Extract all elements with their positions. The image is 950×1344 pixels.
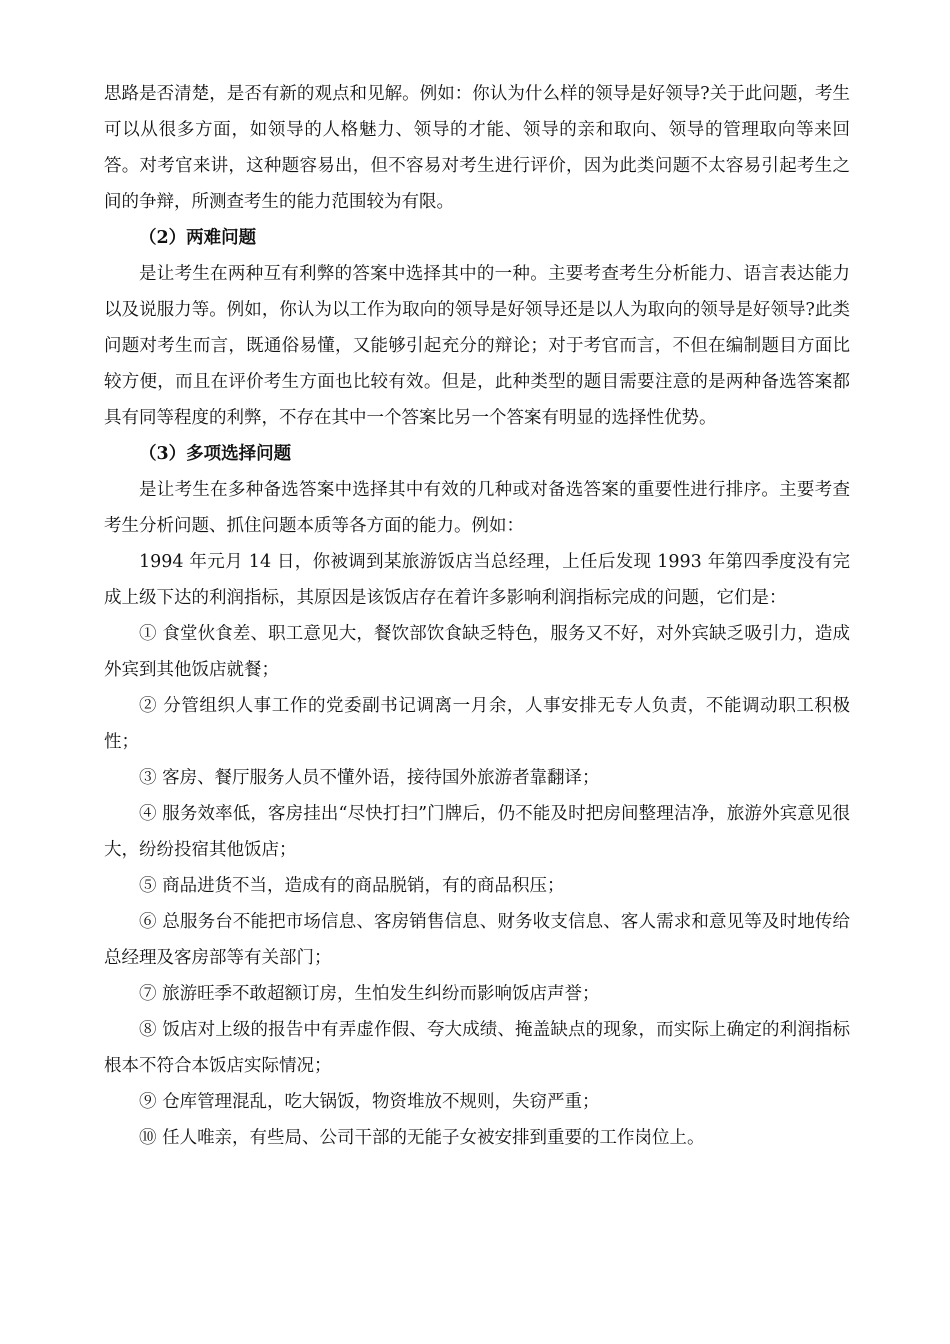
- multiple-choice-paragraph: 是让考生在多种备选答案中选择其中有效的几种或对备选答案的重要性进行排序。主要考查考生分析问题、抓住问题本质等各方面的能力。例如：: [104, 480, 850, 536]
- dilemma-paragraph: 是让考生在两种互有利弊的答案中选择其中的一种。主要考查考生分析能力、语言表达能力以及说服力等。例如，你认为以工作为取向的领导是好领导还是以人为取向的领导是好领导?此类问题对考生而言，既通俗易懂，又能够引起充分的辩论；对于考官而言，不但在编制题目方面比较方便，而且在评价考生方面也比较有效。但是，此种类型的题目需要注意的是两种备选答案都具有同等程度的利弊，不存在其中一个答案比另一个答案有明显的选择性优势。: [104, 264, 850, 428]
- list-item: ④ 服务效率低，客房挂出“尽快打扫”门牌后，仍不能及时把房间整理洁净，旅游外宾意见很大，纷纷投宿其他饭店；: [104, 804, 850, 860]
- list-item: ⑧ 饭店对上级的报告中有弄虚作假、夸大成绩、掩盖缺点的现象，而实际上确定的利润指标根本不符合本饭店实际情况；: [104, 1020, 850, 1076]
- list-item: ⑥ 总服务台不能把市场信息、客房销售信息、财务收支信息、客人需求和意见等及时地传给总经理及客房部等有关部门；: [104, 912, 850, 968]
- case-paragraph: 1994 年元月 14 日，你被调到某旅游饭店当总经理，上任后发现 1993 年第四季度没有完成上级下达的利润指标，其原因是该饭店存在着许多影响利润指标完成的问题，它们是：: [104, 552, 850, 608]
- list-item: ⑩ 任人唯亲，有些局、公司干部的无能子女被安排到重要的工作岗位上。: [139, 1128, 705, 1148]
- section-heading-multiple-choice: （3）多项选择问题: [139, 444, 292, 464]
- section-heading-dilemma: （2）两难问题: [139, 228, 257, 248]
- list-item: ⑨ 仓库管理混乱，吃大锅饭，物资堆放不规则，失窃严重；: [139, 1092, 600, 1112]
- list-item: ⑦ 旅游旺季不敢超额订房，生怕发生纠纷而影响饭店声誉；: [139, 984, 600, 1004]
- intro-paragraph: 思路是否清楚，是否有新的观点和见解。例如：你认为什么样的领导是好领导?关于此问题，考生可以从很多方面，如领导的人格魅力、领导的才能、领导的亲和取向、领导的管理取向等来回答。对考官来讲，这种题容易出，但不容易对考生进行评价，因为此类问题不太容易引起考生之间的争辩，所测查考生的能力范围较为有限。: [104, 84, 850, 212]
- list-item: ① 食堂伙食差、职工意见大，餐饮部饮食缺乏特色，服务又不好，对外宾缺乏吸引力，造成外宾到其他饭店就餐；: [104, 624, 850, 680]
- document-page: [104, 76, 850, 1156]
- list-item: ③ 客房、餐厅服务人员不懂外语，接待国外旅游者靠翻译；: [139, 768, 600, 788]
- list-item: ② 分管组织人事工作的党委副书记调离一月余，人事安排无专人负责，不能调动职工积极性；: [104, 696, 850, 752]
- list-item: ⑤ 商品进货不当，造成有的商品脱销，有的商品积压；: [139, 876, 565, 896]
